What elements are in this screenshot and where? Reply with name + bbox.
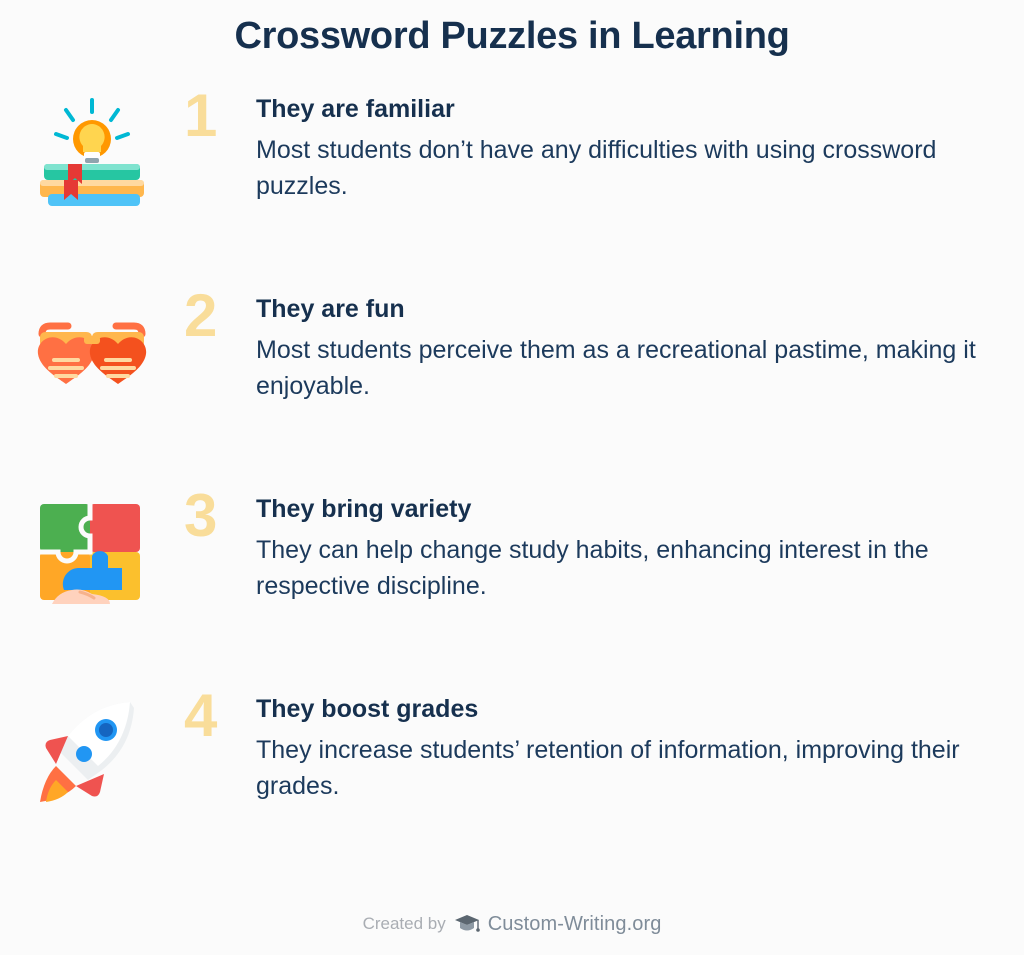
footer-brand[interactable]: Custom-Writing.org [487,912,662,935]
rocket-icon [34,694,150,810]
item-number: 2 [184,282,218,349]
item-body: They can help change study habits, enhancing interest in the respective discipline. [256,536,929,600]
list-item [0,84,1024,284]
graduation-cap-icon [454,911,480,937]
footer [0,911,1024,937]
item-body: Most students don’t have any difficulties with using crossword puzzles. [256,136,937,200]
puzzle-piece-hand-icon [34,494,150,610]
item-text-cell [256,84,1024,204]
item-text-cell [256,484,1024,604]
heart-glasses-icon [34,294,150,410]
item-icon-cell [6,684,178,810]
item-icon-cell [6,84,178,210]
item-number: 1 [184,82,218,149]
page-title: Crossword Puzzles in Learning [234,15,790,57]
item-text-cell [256,284,1024,404]
item-number: 4 [184,682,218,749]
item-icon-cell [6,484,178,610]
list-item [0,284,1024,484]
item-heading: They are familiar [256,95,455,123]
list-item [0,484,1024,684]
items-list [0,84,1024,884]
item-heading: They boost grades [256,695,479,723]
list-item [0,684,1024,884]
item-text-cell [256,684,1024,804]
item-body: They increase students’ retention of information, improving their grades. [256,736,960,800]
item-heading: They bring variety [256,495,472,523]
footer-created-by: Created by [362,914,446,933]
item-heading: They are fun [256,295,405,323]
item-number: 3 [184,482,218,549]
item-body: Most students perceive them as a recreational pastime, making it enjoyable. [256,336,976,400]
lightbulb-books-icon [34,94,150,210]
item-icon-cell [6,284,178,410]
